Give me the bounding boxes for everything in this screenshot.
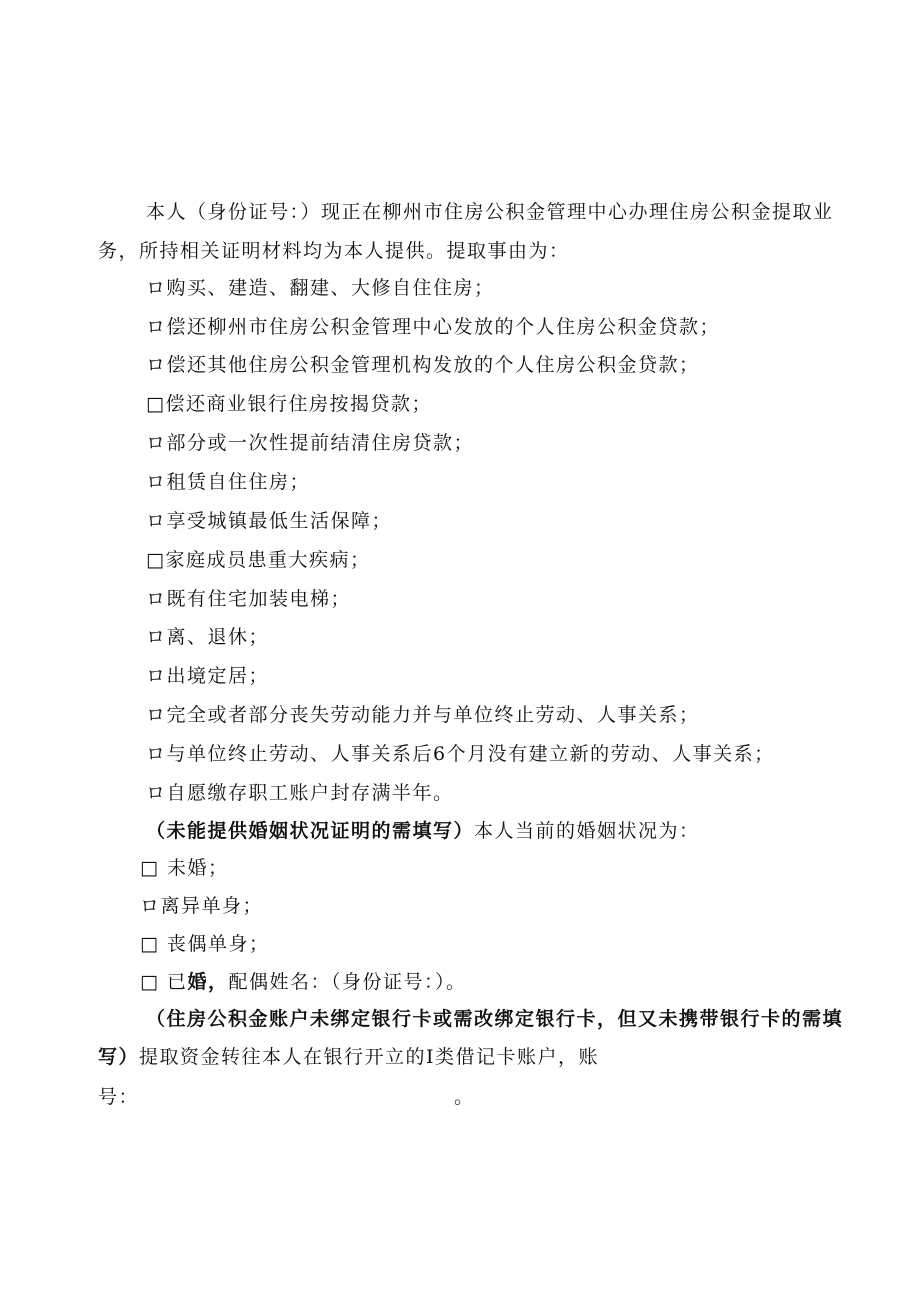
marital-option-unmarried[interactable]: □ 未婚； [140,857,229,879]
account-number-end: 。 [454,1086,475,1108]
spouse-info-field[interactable]: 配偶姓名：（身份证号：）。 [228,971,467,993]
marital-option-widowed[interactable]: □ 丧偶单身； [140,933,270,955]
marital-heading-note: （未能提供婚姻状况证明的需填写） [146,820,475,842]
reason-install-elevator[interactable]: ロ既有住宅加装电梯； [146,588,352,610]
reason-unemployed-six-months[interactable]: ロ与单位终止劳动、人事关系后6个月没有建立新的劳动、人事关系； [146,743,775,765]
marital-option-married[interactable] [140,970,467,994]
marital-heading-text: 本人当前的婚姻状况为： [474,820,700,842]
reason-family-serious-illness[interactable]: □家庭成员患重大疾病； [146,549,371,571]
account-number-line [98,1085,475,1109]
reason-repay-liuzhou-loan[interactable]: ロ偿还柳州市住房公积金管理中心发放的个人住房公积金贷款； [146,316,721,338]
reason-rent-housing[interactable]: ロ租赁自住住房； [146,471,311,493]
reason-early-settlement[interactable]: ロ部分或一次性提前结清住房贷款； [146,432,475,454]
reason-account-sealed-half-year[interactable]: ロ自愿缴存职工账户封存满半年。 [146,782,454,804]
reason-repay-commercial-loan[interactable]: □偿还商业银行住房按揭贷款； [146,393,432,415]
intro-line-1: 本人（身份证号：）现正在柳州市住房公积金管理中心办理住房公积金提取业 [146,201,834,223]
reason-minimum-living-security[interactable]: ロ享受城镇最低生活保障； [146,510,393,532]
reason-repay-other-fund-loan[interactable]: ロ偿还其他住房公积金管理机构发放的个人住房公积金贷款； [146,354,700,376]
bank-heading-note-end: 写） [98,1046,140,1068]
intro-line-2: 务，所持相关证明材料均为本人提供。提取事由为： [98,240,570,262]
reason-loss-of-work-ability[interactable]: ロ完全或者部分丧失劳动能力并与单位终止劳动、人事关系； [146,704,700,726]
reason-emigration[interactable]: ロ出境定居； [146,665,270,687]
married-checkbox-label: □ 已 [140,971,188,993]
marital-heading [146,819,700,843]
account-number-label: 号： [98,1086,140,1108]
bank-heading-line-1: （住房公积金账户未绑定银行卡或需改绑定银行卡，但又未携带银行卡的需填 [146,1008,844,1030]
reason-purchase-build[interactable]: ロ购买、建造、翻建、大修自住住房； [146,277,495,299]
married-label-bold: 婚， [187,971,229,993]
bank-heading-text: 提取资金转往本人在银行开立的I类借记卡账户，账 [139,1046,600,1068]
reason-retirement[interactable]: ロ离、退休； [146,626,270,648]
marital-option-divorced[interactable]: ロ离异单身； [140,895,264,917]
bank-heading-line-2 [98,1045,599,1069]
